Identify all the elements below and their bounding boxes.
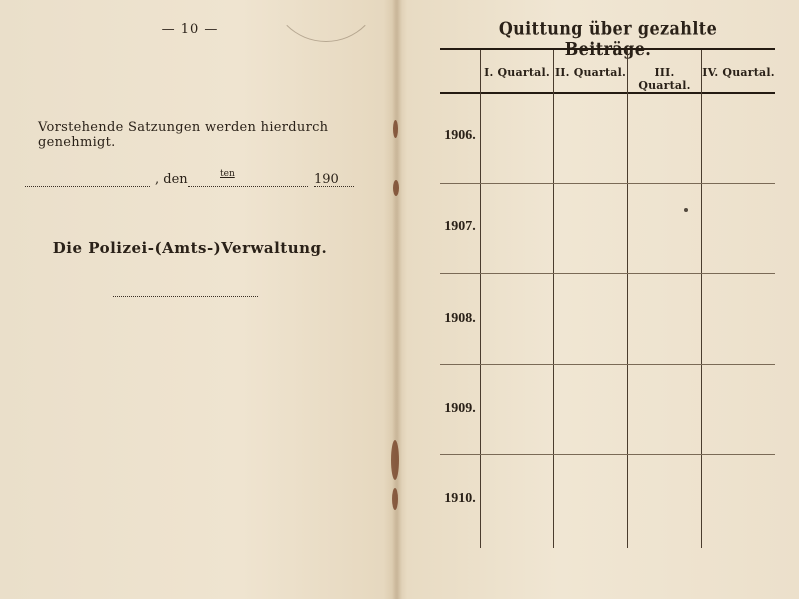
approval-statement: Vorstehende Satzungen werden hierdurch genehmigt. — [38, 120, 329, 150]
signature-line — [113, 296, 258, 297]
authority-signature-heading: Die Polizei-(Amts-)Verwaltung. — [52, 239, 328, 257]
year-row-label-1908: 1908. — [444, 311, 476, 326]
col-divider — [627, 50, 628, 548]
row-rule — [440, 273, 775, 274]
contribution-table — [440, 48, 775, 548]
staple-rust-mid — [393, 180, 399, 196]
date-line — [25, 169, 355, 192]
column-header-q4: IV. Quartal. — [702, 66, 775, 79]
left-page — [0, 0, 396, 599]
row-rule — [440, 364, 775, 365]
staple-rust-top — [393, 120, 398, 138]
place-blank — [25, 172, 150, 187]
den-label: , den — [155, 172, 188, 187]
col-divider — [553, 50, 554, 548]
ink-speck — [684, 208, 688, 212]
year-prefix: 190 — [314, 172, 339, 187]
column-header-q2: II. Quartal. — [554, 66, 627, 79]
row-rule — [440, 183, 775, 184]
col-divider — [480, 50, 481, 548]
staple-rust-lower — [391, 440, 399, 480]
year-row-label-1910: 1910. — [444, 491, 476, 506]
right-page — [400, 0, 799, 599]
day-blank — [188, 172, 308, 187]
page-number: — 10 — — [161, 22, 219, 37]
table-top-rule — [440, 48, 775, 50]
table-header-rule — [440, 92, 775, 94]
year-row-label-1906: 1906. — [444, 128, 476, 143]
year-blank — [314, 172, 354, 187]
col-divider — [701, 50, 702, 548]
ten-suffix: ten — [220, 169, 235, 179]
column-header-q3: III. Quartal. — [638, 66, 691, 92]
year-row-label-1909: 1909. — [444, 401, 476, 416]
year-row-label-1907: 1907. — [444, 219, 476, 234]
column-header-q1: I. Quartal. — [484, 66, 550, 79]
receipt-title: Quittung über gezahlte Beiträge. — [498, 18, 718, 60]
page-curl-mark — [270, 0, 382, 42]
staple-rust-bottom — [392, 488, 398, 510]
row-rule — [440, 454, 775, 455]
